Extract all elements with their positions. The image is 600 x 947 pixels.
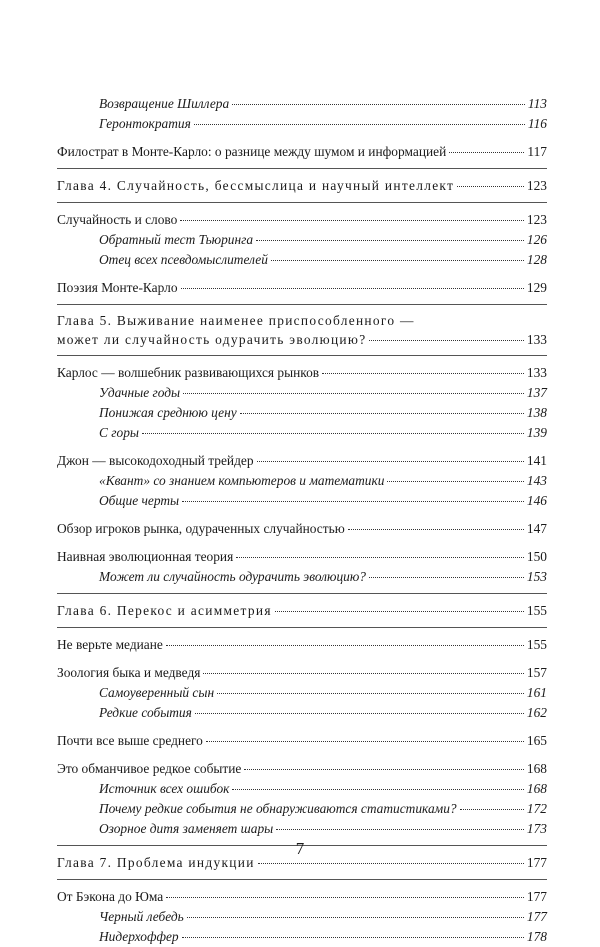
entry-page: 143: [526, 473, 547, 488]
divider: [57, 304, 547, 305]
toc-section: [57, 759, 547, 779]
dot-leader: [236, 557, 524, 558]
dot-leader: [244, 769, 524, 770]
dot-leader: [166, 897, 524, 898]
dot-leader: [183, 393, 524, 394]
divider: [57, 202, 547, 203]
dot-leader: [271, 260, 524, 261]
spacer: [57, 655, 547, 663]
entry-title: Почему редкие события не обнаруживаются статистиками?: [99, 801, 457, 816]
entry-title: Джон — высокодоходный трейдер: [57, 453, 254, 468]
entry-page: 177: [526, 909, 547, 924]
toc-subsection: [57, 927, 547, 947]
dot-leader: [182, 937, 524, 938]
dot-leader: [182, 501, 524, 502]
spacer: [57, 511, 547, 519]
toc-subsection: [57, 403, 547, 423]
entry-page: 162: [526, 705, 547, 720]
entry-title: Обзор игроков рынка, одураченных случайностью: [57, 521, 345, 536]
dot-leader: [203, 673, 523, 674]
toc-section: [57, 547, 547, 567]
dot-leader: [181, 288, 524, 289]
toc-section: [57, 635, 547, 655]
dot-leader: [187, 917, 524, 918]
toc-section: [57, 887, 547, 907]
entry-page: 161: [526, 685, 547, 700]
entry-title: Редкие события: [99, 705, 192, 720]
entry-title: Филострат в Монте-Карло: о разнице между шумом и информацией: [57, 144, 447, 159]
entry-title-line2: [57, 330, 547, 349]
toc-subsection: [57, 230, 547, 250]
dot-leader: [369, 340, 523, 341]
dot-leader: [387, 481, 523, 482]
toc-subsection: [57, 799, 547, 819]
toc-chapter-heading: [57, 601, 547, 621]
dot-leader: [194, 124, 525, 125]
entry-page: 139: [526, 425, 547, 440]
entry-page: 155: [526, 603, 547, 618]
entry-page: 165: [526, 733, 547, 748]
spacer: [57, 134, 547, 142]
entry-title: Обратный тест Тьюринга: [99, 232, 254, 247]
entry-title: Источник всех ошибок: [99, 781, 230, 796]
dot-leader: [240, 413, 524, 414]
entry-page: 150: [526, 549, 547, 564]
entry-title: «Квант» со знанием компьютеров и математики: [99, 473, 385, 488]
toc-subsection: [57, 567, 547, 587]
toc-subsection: [57, 683, 547, 703]
entry-title: Карлос — волшебник развивающихся рынков: [57, 365, 320, 380]
toc-subsection: [57, 383, 547, 403]
entry-page: 133: [526, 365, 547, 380]
entry-page: 168: [526, 761, 547, 776]
toc-section: [57, 519, 547, 539]
entry-title: Глава 4. Случайность, бессмыслица и научный интеллект: [57, 178, 455, 193]
entry-title: Это обманчивое редкое событие: [57, 761, 242, 776]
spacer: [57, 443, 547, 451]
entry-page: 113: [527, 96, 547, 111]
spacer: [57, 270, 547, 278]
entry-title: Случайность и слово: [57, 212, 178, 227]
entry-page: 128: [526, 252, 547, 267]
dot-leader: [457, 186, 524, 187]
dot-leader: [257, 461, 524, 462]
entry-title: С горы: [99, 425, 139, 440]
entry-page: 157: [526, 665, 547, 680]
entry-title: Черный лебедь: [99, 909, 184, 924]
entry-title: Озорное дитя заменяет шары: [99, 821, 274, 836]
toc-subsection: [57, 907, 547, 927]
entry-title: Общие черты: [99, 493, 180, 508]
entry-title: Наивная эволюционная теория: [57, 549, 234, 564]
toc-subsection: [57, 779, 547, 799]
toc-subsection: [57, 819, 547, 839]
entry-page: 137: [526, 385, 547, 400]
dot-leader: [449, 152, 524, 153]
entry-page: 153: [526, 569, 547, 584]
entry-title: Почти все выше среднего: [57, 733, 203, 748]
divider: [57, 879, 547, 880]
entry-title: Глава 6. Перекос и асимметрия: [57, 603, 272, 618]
toc-section: [57, 451, 547, 471]
page-number: 7: [295, 839, 305, 858]
toc-chapter-heading: [57, 312, 547, 349]
entry-page: 147: [526, 521, 547, 536]
toc-subsection: [57, 491, 547, 511]
entry-page: 168: [526, 781, 547, 796]
toc-section: [57, 731, 547, 751]
dot-leader: [322, 373, 524, 374]
toc-section: [57, 142, 547, 162]
divider: [57, 593, 547, 594]
dot-leader: [348, 529, 524, 530]
entry-page: 173: [526, 821, 547, 836]
entry-title: Зоология быка и медведя: [57, 665, 201, 680]
entry-title: От Бэкона до Юма: [57, 889, 164, 904]
entry-page: 129: [526, 280, 547, 295]
entry-page: 123: [526, 178, 547, 193]
entry-title: Поэзия Монте-Карло: [57, 280, 178, 295]
dot-leader: [180, 220, 524, 221]
entry-page: 116: [527, 116, 547, 131]
toc-section: [57, 663, 547, 683]
toc-chapter-heading: [57, 176, 547, 196]
toc-subsection: [57, 423, 547, 443]
toc-section: [57, 363, 547, 383]
divider: [57, 168, 547, 169]
entry-page: 155: [526, 637, 547, 652]
dot-leader: [195, 713, 524, 714]
dot-leader: [217, 693, 524, 694]
toc-subsection: [57, 94, 547, 114]
dot-leader: [275, 611, 524, 612]
spacer: [57, 723, 547, 731]
dot-leader: [276, 829, 524, 830]
dot-leader: [232, 789, 523, 790]
table-of-contents: [57, 94, 547, 947]
entry-title: Нидерхоффер: [99, 929, 179, 944]
dot-leader: [256, 240, 524, 241]
dot-leader: [369, 577, 524, 578]
toc-subsection: [57, 114, 547, 134]
entry-page: 177: [526, 855, 547, 870]
entry-title: Возвращение Шиллера: [99, 96, 230, 111]
entry-title: может ли случайность одурачить эволюцию?: [57, 332, 367, 347]
entry-page: 117: [527, 144, 547, 159]
dot-leader: [460, 809, 524, 810]
toc-subsection: [57, 250, 547, 270]
entry-title: Удачные годы: [99, 385, 181, 400]
dot-leader: [142, 433, 524, 434]
toc-subsection: [57, 703, 547, 723]
toc-section: [57, 278, 547, 298]
entry-page: 177: [526, 889, 547, 904]
divider: [57, 627, 547, 628]
entry-page: 146: [526, 493, 547, 508]
entry-title: Геронтократия: [99, 116, 191, 131]
entry-page: 178: [526, 929, 547, 944]
toc-section: [57, 210, 547, 230]
entry-page: 172: [526, 801, 547, 816]
divider: [57, 355, 547, 356]
dot-leader: [166, 645, 524, 646]
entry-title: Не верьте медиане: [57, 637, 163, 652]
toc-subsection: [57, 471, 547, 491]
dot-leader: [258, 863, 524, 864]
entry-title: Самоуверенный сын: [99, 685, 215, 700]
entry-title: Может ли случайность одурачить эволюцию?: [99, 569, 366, 584]
spacer: [57, 539, 547, 547]
entry-page: 138: [526, 405, 547, 420]
entry-title-line1: Глава 5. Выживание наименее приспособленного —: [57, 313, 415, 328]
entry-page: 133: [526, 332, 547, 347]
entry-title: Отец всех псевдомыслителей: [99, 252, 268, 267]
entry-page: 126: [526, 232, 547, 247]
entry-page: 123: [526, 212, 547, 227]
dot-leader: [232, 104, 525, 105]
entry-title: Понижая среднюю цену: [99, 405, 237, 420]
entry-title: Глава 7. Проблема индукции: [57, 855, 255, 870]
spacer: [57, 751, 547, 759]
entry-page: 141: [526, 453, 547, 468]
dot-leader: [206, 741, 524, 742]
